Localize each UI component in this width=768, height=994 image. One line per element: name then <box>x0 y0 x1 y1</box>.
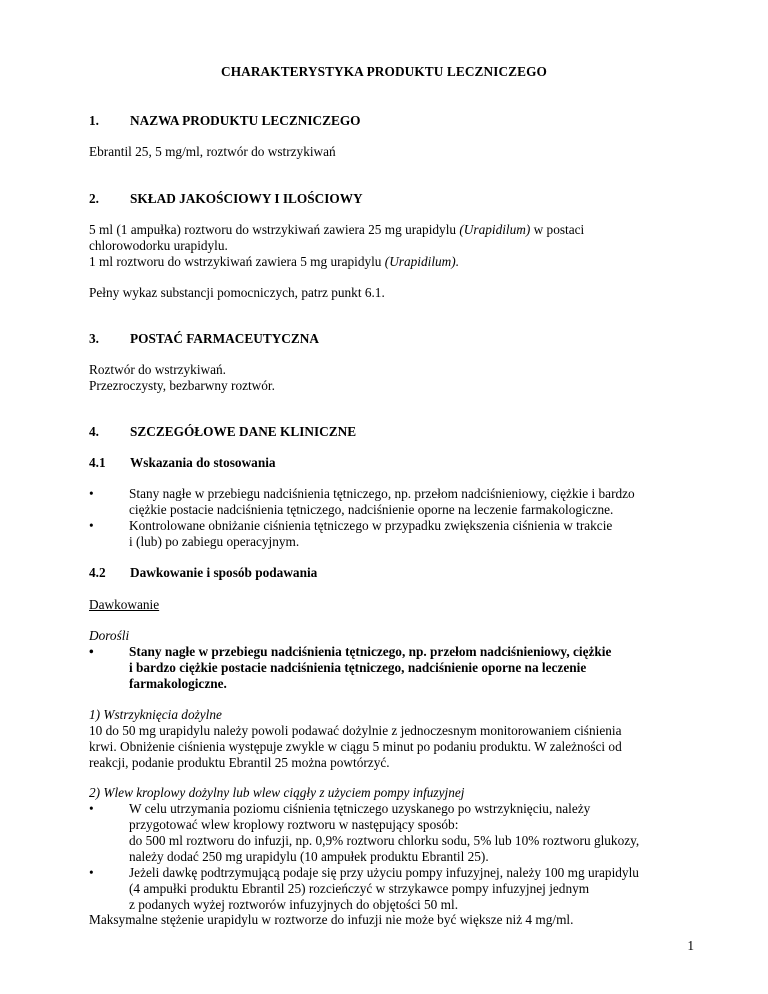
text-line: należy dodać 250 mg urapidylu (10 ampułek produktu Ebrantil 25). <box>129 849 489 864</box>
text-run: 1 ml roztworu do wstrzykiwań zawiera 5 mg urapidylu <box>89 254 385 269</box>
text-line: Kontrolowane obniżanie ciśnienia tętniczego w przypadku zwiększenia ciśnienia w trakcie <box>129 518 613 533</box>
subsection-title: Dawkowanie i sposób podawania <box>130 565 318 580</box>
page-number: 1 <box>687 938 694 953</box>
text-line: przygotować wlew kroplowy roztworu w następujący sposób: <box>129 817 459 832</box>
section-title: SZCZEGÓŁOWE DANE KLINICZNE <box>130 424 357 439</box>
text-line: i bardzo ciężkie postacie nadciśnienia tętniczego, nadciśnienie oporne na leczenie <box>129 660 587 675</box>
section-number: 3. <box>89 331 99 346</box>
iv-injection-block <box>89 707 699 771</box>
section-number: 1. <box>89 113 99 128</box>
adults-bold-bullet <box>89 644 699 692</box>
text-line: W celu utrzymania poziomu ciśnienia tętniczego uzyskanego po wstrzyknięciu, należy <box>129 801 591 816</box>
text-line: (4 ampułki produktu Ebrantil 25) rozcieńczyć w strzykawce pompy infuzyjnej jednym <box>129 881 590 896</box>
text-line: Roztwór do wstrzykiwań. <box>89 362 227 377</box>
text-line: do 500 ml roztworu do infuzji, np. 0,9% roztworu chlorku sodu, 5% lub 10% roztworu glukozy, <box>129 833 640 848</box>
text-run: w postaci <box>530 222 585 237</box>
block-title: 1) Wstrzyknięcia dożylne <box>89 707 222 722</box>
subsection-4-2-heading <box>89 565 317 581</box>
bullet-icon: • <box>89 518 94 533</box>
section-1-heading <box>89 113 361 129</box>
section-number: 2. <box>89 191 99 206</box>
text-line: Przezroczysty, bezbarwny roztwór. <box>89 378 275 393</box>
section-2-heading <box>89 191 363 207</box>
dosage-heading: Dawkowanie <box>89 597 160 612</box>
indication-bullet-2 <box>89 518 699 550</box>
bullet-icon: • <box>89 486 94 501</box>
text-line: krwi. Obniżenie ciśnienia występuje zwykle w ciągu 5 minut po podaniu produktu. W zależności od <box>89 739 622 754</box>
section-2-excipients: Pełny wykaz substancji pomocniczych, patrz punkt 6.1. <box>89 285 385 300</box>
subsection-number: 4.2 <box>89 565 106 580</box>
text-line: farmakologiczne. <box>129 676 227 691</box>
latin-name: (Urapidilum) <box>459 222 531 237</box>
section-2-composition <box>89 222 699 270</box>
text-run: 5 ml (1 ampułka) roztworu do wstrzykiwań zawiera 25 mg urapidylu <box>89 222 460 237</box>
section-title: POSTAĆ FARMACEUTYCZNA <box>130 331 319 346</box>
subsection-4-1-heading <box>89 455 276 471</box>
text-line: Stany nagłe w przebiegu nadciśnienia tętniczego, np. przełom nadciśnieniowy, ciężkie i bardzo <box>129 486 635 501</box>
infusion-title: 2) Wlew kroplowy dożylny lub wlew ciągły z użyciem pompy infuzyjnej <box>89 785 465 800</box>
section-number: 4. <box>89 424 99 439</box>
text-line: Stany nagłe w przebiegu nadciśnienia tętniczego, np. przełom nadciśnieniowy, ciężkie <box>129 644 612 659</box>
text-line: Jeżeli dawkę podtrzymującą podaje się przy użyciu pompy infuzyjnej, należy 100 mg urapidylu <box>129 865 639 880</box>
section-3-body <box>89 362 699 394</box>
infusion-bullet-2 <box>89 865 699 913</box>
bullet-icon: • <box>89 644 94 659</box>
text-line: chlorowodorku urapidylu. <box>89 238 228 253</box>
adults-heading: Dorośli <box>89 628 130 643</box>
text-line: reakcji, podanie produktu Ebrantil 25 można powtórzyć. <box>89 755 390 770</box>
section-3-heading <box>89 331 319 347</box>
section-title: SKŁAD JAKOŚCIOWY I ILOŚCIOWY <box>130 191 363 206</box>
document-title: CHARAKTERYSTYKA PRODUKTU LECZNICZEGO <box>221 64 547 79</box>
text-line: z podanych wyżej roztworów infuzyjnych do objętości 50 ml. <box>129 897 459 912</box>
text-line: ciężkie postacie nadciśnienia tętniczego, nadciśnienie oporne na leczenie farmakologiczne. <box>129 502 614 517</box>
bullet-icon: • <box>89 865 94 880</box>
section-4-heading <box>89 424 356 440</box>
latin-name: (Urapidilum). <box>384 254 460 269</box>
max-concentration-note: Maksymalne stężenie urapidylu w roztworze do infuzji nie może być większe niż 4 mg/ml. <box>89 912 574 927</box>
indication-bullet-1 <box>89 486 699 518</box>
text-line: i (lub) po zabiegu operacyjnym. <box>129 534 300 549</box>
section-title: NAZWA PRODUKTU LECZNICZEGO <box>130 113 361 128</box>
infusion-bullet-1 <box>89 801 699 865</box>
text-line: 10 do 50 mg urapidylu należy powoli podawać dożylnie z jednoczesnym monitorowaniem ciśnienia <box>89 723 622 738</box>
subsection-title: Wskazania do stosowania <box>130 455 276 470</box>
subsection-number: 4.1 <box>89 455 106 470</box>
section-1-body: Ebrantil 25, 5 mg/ml, roztwór do wstrzykiwań <box>89 144 336 159</box>
bullet-icon: • <box>89 801 94 816</box>
